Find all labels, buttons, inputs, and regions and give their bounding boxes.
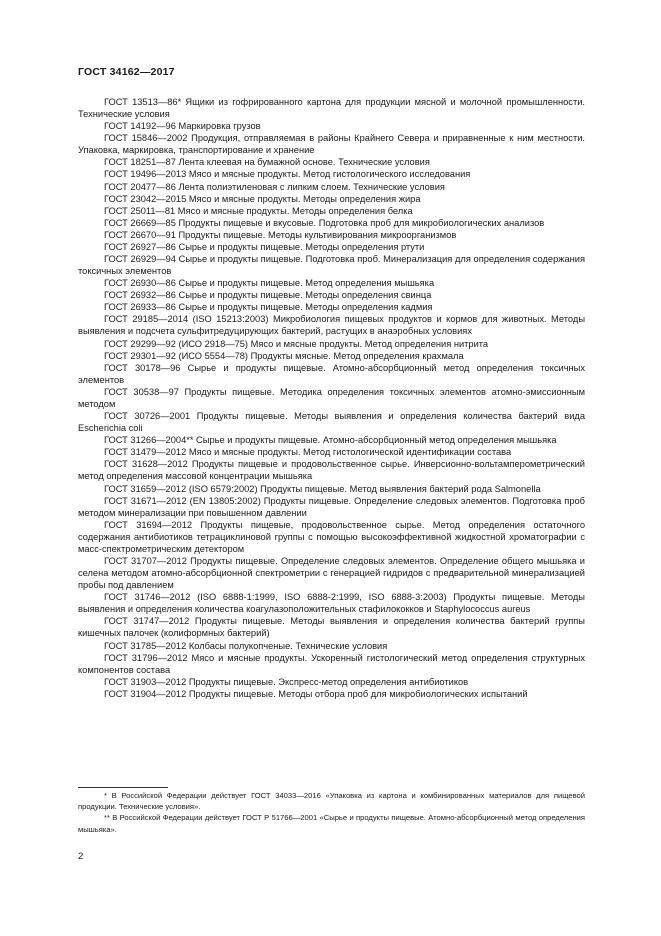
reference-item: ГОСТ 30726—2001 Продукты пищевые. Методы выявления и определения количества бактерий вида Escherichia coli bbox=[78, 411, 585, 434]
reference-item: ГОСТ 31628—2012 Продукты пищевые и продовольственное сырье. Инверсионно-вольтамперометрический метод определения массовой концентрации мышьяка bbox=[78, 459, 585, 482]
reference-item: ГОСТ 31903—2012 Продукты пищевые. Экспресс-метод определения антибиотиков bbox=[104, 676, 469, 687]
reference-item: ГОСТ 31796—2012 Мясо и мясные продукты. Ускоренный гистологический метод определения структурных компонентов состава bbox=[78, 652, 585, 675]
reference-item: ГОСТ 31671—2012 (EN 13805:2002) Продукты пищевые. Определение следовых элементов. Подготовка проб методом минерализации при повышенном давлении bbox=[78, 495, 585, 518]
reference-item: ГОСТ 26932—86 Сырье и продукты пищевые. Методы определения свинца bbox=[104, 290, 432, 301]
reference-item: ГОСТ 26927—86 Сырье и продукты пищевые. Методы определения ртути bbox=[104, 241, 425, 252]
reference-item: ГОСТ 26670—91 Продукты пищевые. Методы культивирования микроорганизмов bbox=[104, 229, 457, 240]
reference-item: ГОСТ 31694—2012 Продукты пищевые, продовольственное сырье. Метод определения остаточного содержания антибиотиков тетрациклиновой группы с помощью высокоэффективной жидкостной хроматографии с масс-спектрометрическим детектором bbox=[78, 519, 585, 554]
reference-item: ГОСТ 31479—2012 Мясо и мясные продукты. Метод гистологической идентификации состава bbox=[104, 447, 512, 458]
reference-item: ГОСТ 31746—2012 (ISO 6888-1:1999, ISO 6888-2:1999, ISO 6888-3:2003) Продукты пищевые. Методы выявления и определения количества коагулазоположительных стафилококков и Staphylococcus aureus bbox=[78, 592, 585, 615]
reference-item: ГОСТ 18251—87 Лента клеевая на бумажной основе. Технические условия bbox=[104, 157, 430, 168]
reference-item: ГОСТ 30178—96 Сырье и продукты пищевые. Атомно-абсорбционный метод определения токсичных элементов bbox=[78, 362, 585, 385]
reference-item: ГОСТ 14192—96 Маркировка грузов bbox=[104, 121, 261, 132]
reference-item: ГОСТ 26929—94 Сырье и продукты пищевые. Подготовка проб. Минерализация для определения содержания токсичных элементов bbox=[78, 254, 585, 277]
reference-item: ГОСТ 19496—2013 Мясо и мясные продукты. Метод гистологического исследования bbox=[104, 169, 471, 180]
document-header: ГОСТ 34162—2017 bbox=[78, 66, 175, 78]
footnotes bbox=[78, 790, 585, 835]
reference-item: ГОСТ 15846—2002 Продукция, отправляемая в районы Крайнего Севера и приравненные к ним местности. Упаковка, маркировка, транспортирование и хранение bbox=[78, 133, 585, 156]
reference-item: ГОСТ 26930—86 Сырье и продукты пищевые. Метод определения мышьяка bbox=[104, 278, 435, 289]
reference-item: ГОСТ 30538—97 Продукты пищевые. Методика определения токсичных элементов атомно-эмиссионным методом bbox=[78, 386, 585, 409]
reference-item: ГОСТ 20477—86 Лента полиэтиленовая с липким слоем. Технические условия bbox=[104, 181, 445, 192]
reference-item: ГОСТ 31747—2012 Продукты пищевые. Методы выявления и определения количества бактерий группы кишечных палочек (колиформных бактерий) bbox=[78, 616, 585, 639]
reference-item: ГОСТ 25011—81 Мясо и мясные продукты. Методы определения белка bbox=[104, 205, 413, 216]
reference-item: ГОСТ 26669—85 Продукты пищевые и вкусовые. Подготовка проб для микробиологических анализов bbox=[104, 217, 545, 228]
reference-item: ГОСТ 31904—2012 Продукты пищевые. Методы отбора проб для микробиологических испытаний bbox=[104, 688, 528, 699]
reference-item: ГОСТ 26933—86 Сырье и продукты пищевые. Методы определения кадмия bbox=[104, 302, 433, 313]
footnote-divider bbox=[78, 787, 168, 788]
reference-item: ГОСТ 31659—2012 (ISO 6579:2002) Продукты пищевые. Метод выявления бактерий рода Salmonella bbox=[104, 483, 541, 494]
reference-item: ГОСТ 31707—2012 Продукты пищевые. Определение следовых элементов. Определение общего мышьяка и селена методом атомно-абсорбционной спектрометрии с генерацией гидридов с предварительной минерализацией пробы под давлением bbox=[78, 555, 585, 591]
reference-item: ГОСТ 31266—2004** Сырье и продукты пищевые. Атомно-абсорбционный метод определения мышьяка bbox=[104, 435, 557, 446]
reference-item: ГОСТ 31785—2012 Колбасы полукопченые. Технические условия bbox=[104, 640, 388, 651]
reference-item: ГОСТ 13513—86* Ящики из гофрированного картона для продукции мясной и молочной промышленности. Технические условия bbox=[78, 97, 585, 120]
footnote: ** В Российской Федерации действует ГОСТ Р 51766—2001 «Сырье и продукты пищевые. Атомно-абсорбционный метод определения мышьяка». bbox=[78, 813, 585, 834]
reference-item: ГОСТ 29301—92 (ИСО 5554—78) Продукты мясные. Метод определения крахмала bbox=[104, 350, 464, 361]
normative-references bbox=[78, 96, 585, 700]
page-number: 2 bbox=[78, 851, 84, 862]
reference-item: ГОСТ 29185—2014 (ISO 15213:2003) Микробиология пищевых продуктов и кормов для животных. Методы выявления и подсчета сульфитредуцирующих бактерий, растущих в анаэробных условиях bbox=[78, 314, 585, 337]
reference-item: ГОСТ 29299—92 (ИСО 2918—75) Мясо и мясные продукты. Метод определения нитрита bbox=[104, 338, 489, 349]
footnote: * В Российской Федерации действует ГОСТ 34033—2016 «Упаковка из картона и комбинированных материалов для пищевой продукции. Технические условия». bbox=[78, 791, 585, 812]
reference-item: ГОСТ 23042—2015 Мясо и мясные продукты. Методы определения жира bbox=[104, 193, 421, 204]
